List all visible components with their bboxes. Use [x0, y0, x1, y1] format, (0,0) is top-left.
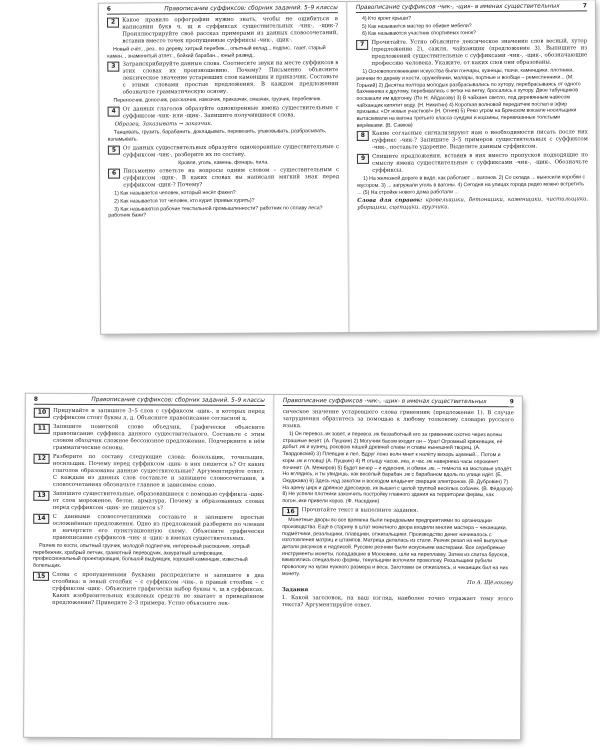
exercise-text: С данными словосочетаниями составьте и запишите простые осложнённые предложения. Одно из предложений разберите по членам и начертите его пунктуационную схему. Объясните графически правописание суффиксов -чик- и -щик- в именах существительных.: [52, 513, 265, 542]
word-list: Новый счёт.., рез.. по дереву, хитрый перебеж.., опытный вклад.., подпис.. газет, старый камен.., знаменитый атлет.., бойкий барабан.., юный развед..: [107, 45, 326, 60]
exercise-number: 15: [33, 572, 49, 582]
running-head-title: Правописание суффиксов: сборник заданий. 5–9 классы: [164, 5, 338, 13]
question: 2) Как называется тот человек, кто курит (привык курить)?: [114, 197, 255, 205]
exercise-16: [282, 507, 513, 518]
running-head-title: Правописание суффиксов -чик-, -щик- в именах существительных: [355, 3, 560, 11]
page-9: [273, 395, 522, 739]
exercise-text: Какие согласные сигнализируют нам о необходимости писать после них суффикс -чик-? Запишите 3–5 примеров существительных с суффиксом -чик-, поставьте ударение. Выделите данным суффиксом.: [371, 129, 588, 152]
word-list: Кровля, уголь, камень, фонарь, пила.: [178, 159, 269, 166]
word-list: Разчик по кости, опытный грузчик, молодой подписчик, интересный рассказчик, хитрый перебежчик, храбрый летчик, грамотный переводчик, аккуратный шлифовщик, профессиональный проектировщик, большой выдумщик, хороший каменщик, известный болельщик.: [32, 542, 250, 569]
exercise-text: Придумайте и запишите 3–5 слов с суффиксом -щик-, в которых перед суффиксом стоят буквы л, д. Объясните правописание согласной ц.: [53, 407, 265, 422]
question: 5) Как называется мастер по обивке мебели?: [361, 22, 472, 30]
bottom-spread: [24, 394, 522, 740]
exercise-number: 14: [33, 514, 49, 524]
page-number: 9: [509, 399, 514, 406]
exercise-text: Какое правило орфографии нужно знать, чтобы не ошибиться в написании букв ч, щ в суффиксах существительных -чик-, -щик-? Проиллюстрируйте своё рассказ примерами из данных словосочетаний, вставив вместо точек пропущенные суффиксы -чик-, -щик-.: [122, 16, 339, 45]
page-8: [24, 394, 273, 738]
exercise-text: Письменно ответьте на вопросы одним словом – существительным с суффиксом -щик-. В каких словах вы написали мягкий знак перед суффиксом -щик-? Почему?: [123, 167, 340, 189]
exercise-2: [107, 16, 338, 46]
exercise-14: [33, 514, 264, 543]
exercise-number: 10: [34, 408, 50, 418]
exercise-text: Затранскрибируйте данные слова. Соотнесите звуки на месте суффиксов в этих словах их произношению. Почему? Письменно объясните лексическое значение устаревших слов каменщик и приказчик. Составьте с этими словами простые предложения. В каждом предложении обозначьте грамматическую основу.: [122, 60, 339, 96]
exercise-text: От данных глаголов образуйте однокоренные имена существительные с суффиксом -чик- или -щик-. Запишите получившиеся слова.: [122, 105, 339, 120]
top-spread: [99, 0, 597, 333]
reading-text: 1) Основоположниками искусства были гончары, кузнецы, ткачи, каменщики, плотники, резчики по дереву и кости, оружейники, маляры, портные и вообще – ремесленники... (М. Горький) 2) Десятка полтора молодых разбрасывались по хутору, перебрасываясь от одного бахчевника к другому, перебивались с ветки на ветку, бросались к хутору. Двое табунщиков поскакали им вдогонку. (По Н. Айдасову) 3) В чайхане светло, под деревянным навесом чайханщик кипятит воду. (Н. Никитин) 4) Короткая волновой передатчик послал в эфир призывы: «От новых участков!» (Н. Огнев) 5) Реко угром на Брянском вокзале носильщики вытаскивали на вагона третьего класса сундуки и корзины, перевязанные толстыми верёвками. (В. Савков): [356, 67, 581, 129]
running-head-title: Правописание суффиксов: сборник заданий. 5–9 классы: [91, 397, 265, 404]
exercise-number: 4: [108, 107, 120, 117]
exercise-number: 12: [34, 454, 50, 464]
page-6: [99, 2, 348, 334]
exercise-7: [356, 38, 587, 68]
exercise-text: От данных существительных образуйте однокоренные существительные с суффиксом -чик-, разберите их по составу.: [123, 143, 339, 159]
exercise-text: Слова с пропущенными буквами распределите и запишите в два столбика: в левый столбик – с суффиксом -чик-, в правый столбик – с суффиксом -щик-. Объясните графически выбор буквы ч, щ в суффиксах. Каких изобразительных языковых средств не хватает в приведённом предложении? Приведите 2–3 примера. Устно объясните лек-: [52, 571, 264, 607]
exercise-5: [108, 144, 339, 160]
exercise-10: [34, 408, 265, 423]
exercise-number: 6: [108, 169, 120, 179]
task-item: 1. Какой заголовок, на ваш взгляд, наиболее точно отражает тему этого текста? Аргументируйте ответ.: [281, 594, 513, 609]
running-head-title: Правописание суффиксов -чик-, -щик- в именах существительных: [282, 398, 487, 406]
reading-text: 1) На железной дороге в виде, как работают ... вагонов. 2) Со склада ... выносили коробки с мусором. 3) ... загружали уголь в вагоны. 4) Сегодня на улицах города редко можно встретить ... (5) На стройке нового дома работали ...: [357, 174, 586, 196]
exercise-15: [33, 572, 264, 608]
exercise-6: [108, 167, 339, 190]
reference-words: [357, 196, 588, 212]
word-list: Переносчик, доносчик, рассказчик, извозчик, приказчик, смазчик, грузчик, перебежчик.: [113, 96, 322, 105]
exercise-text: Спишите предложения, вставив в них вместо пропусков подходящие по смыслу имена существительные с суффиксами -чик-, -щик-. Обозначьте суффиксы.: [372, 152, 588, 175]
exercise-text: Разберите по составу следующие слова: болельщик, точильщик, носильщик. Почему перед суффиксом -щик- в них пишется ь? От каких глаголов образованы данные существительные? Аргументируйте ответ. С каждым из данных слов составьте и запишите словосочетания, в словосочетаниях обозначьте главное и зависимое слово.: [52, 453, 265, 489]
exercise-number: 16: [282, 507, 298, 517]
page-number: 7: [582, 3, 587, 10]
exercise-13: [33, 491, 264, 513]
exercise-9: [357, 153, 588, 176]
exercise-number: 11: [34, 424, 50, 434]
question: 6) Как называются участник спортивных гонок?: [362, 30, 476, 38]
author: По А. Щёлокову: [466, 579, 513, 586]
exercise-text: Прочитайте. Устно объясните лексическое значение слов весный, хутор (предложение 2), сажля, чайханщик (предложение 3). Выпишите из предложений существительные с суффиксами -чик-, -щик-, обозначающие профессию человека. Укажите, от каких слов они образованы.: [371, 38, 588, 67]
reading-text: Монетные дворы во все времена были передовыми предприятиями по организации производства. Ещё в старину в штат монетного двора входили многие мастера – чеканщики, подмётчики, резальщики, плавщики, отжигальщики. Производство денег начиналось с изготовления матриц и штампов. Матрица делалась из стали. Резчик резал на ней выпуклые детали рисунков и надписей. Русские резчики были искусными мастерами. Все серебряные инструменты монеты, попадавшие в Московию, шли на переплавку. Затем из слитка брусков, вживлялись специально формы, тянульщики волочили проволоку. Резальщики рубили проволоку на куски нужного размера и веса. Заготовки он отжигались, и чеканщик бил на них монету.: [281, 517, 509, 578]
exercise-12: [33, 454, 264, 490]
running-head: [356, 3, 587, 13]
exercise-4: [108, 105, 339, 121]
exercise-text: Прочитайте текст и выполните задания.: [301, 506, 419, 514]
word-list: Танцевать, грузить, барабанить, докладывать, перевозить, упаковывать, разбрасывать, взламывать.: [107, 128, 327, 143]
exercise-number: 7: [356, 40, 368, 50]
reference-label: Слова для справок:: [357, 197, 423, 204]
exercise-3: [107, 60, 338, 97]
page-number: 8: [33, 396, 38, 403]
exercise-text: Запишите пометкой слово объедчик. Графически объясните правописание суффикса данного существительного. Составьте с этим словом обходчик сложное бессоюзное предложение. Подчеркните в нём грамматические основы.: [52, 423, 265, 452]
question: 4) Кто кроет крыши?: [361, 15, 412, 22]
continued-text: сическое значение устаревшего слова гривенник (предложение 1). В случае затруднения обратитесь за помощью к любому толковому словарю русского языка.: [282, 409, 514, 430]
tasks-title: Задания: [281, 586, 309, 593]
exercise-8: [357, 130, 588, 153]
question: 1) Как называется человек, который несёт факел?: [114, 190, 236, 197]
exercise-number: 2: [107, 18, 119, 28]
exercise-number: 8: [357, 131, 369, 141]
exercise-number: 9: [357, 154, 369, 164]
exercise-number: 5: [108, 145, 120, 155]
running-head: [34, 397, 265, 406]
exercise-number: 13: [33, 491, 49, 501]
exercise-text: Запишите существительные, образовавшиеся с помощью суффикса -щик- от слов мороженое, бетон, арматура. Почему в образованных словах перед суффиксом -щик- не пишется ь?: [52, 490, 265, 512]
running-head: [107, 5, 338, 15]
running-head: [283, 398, 514, 407]
exercise-number: 3: [107, 62, 119, 72]
page-number: 6: [106, 6, 111, 13]
reference-list: кровельщики, бетонщики, каменщики, чистильщики, уборщики, сцепщики, грузчики.: [357, 195, 589, 211]
exercise-11: [34, 424, 265, 453]
reading-text: 1) Он перевоз..ик зовёт, и перевоз..ик беззаботный его за гривенник охотно через волны страшные везёт. (А. Пушкин) 2) Могучим басом входит он – Ураг! Огромный кряжевщик, её добыт..ик и кузнец, роковою нашей древней славы и славы нынешней творец. (А. Твардовский) 3) Плевщик и пел. Вдруг лоно волн мнет к налёту вихорь шумный... Потом и корм..ик и гловщ! (А. Пушкин) 4) Я отыщу часов..ика, и час..ик навернека часы опрокинет починит. (А. Межиров) 5) Будет вечер – и кудесник, и обман..ик, – темнота на мостовые упадёт. Но вглядись, и ты увидишь, как весёлый барабан..ик с барабаном вдоль по улице идёт. (Б. Окуджава) 6) Здесь над закатом и восходом владычит сварщик электроном. (В. Дубровин) 7) На арену цирк и дрянное дрессиров..ик вышел с целой труппой весёлых собачек. (В. Фёдоров) 8) Не успели плотники закончить постройку главного здания на территории фермы, как погон..ики привели коров. (Ф. Наседкин): [282, 431, 513, 505]
question: 3) Как называются рабочие текстильной промышленности? работник по сплаву леса? работник бани?: [108, 204, 323, 220]
page-7: [348, 0, 597, 332]
sample: Образец. Заказывать → заказчик.: [114, 121, 213, 128]
